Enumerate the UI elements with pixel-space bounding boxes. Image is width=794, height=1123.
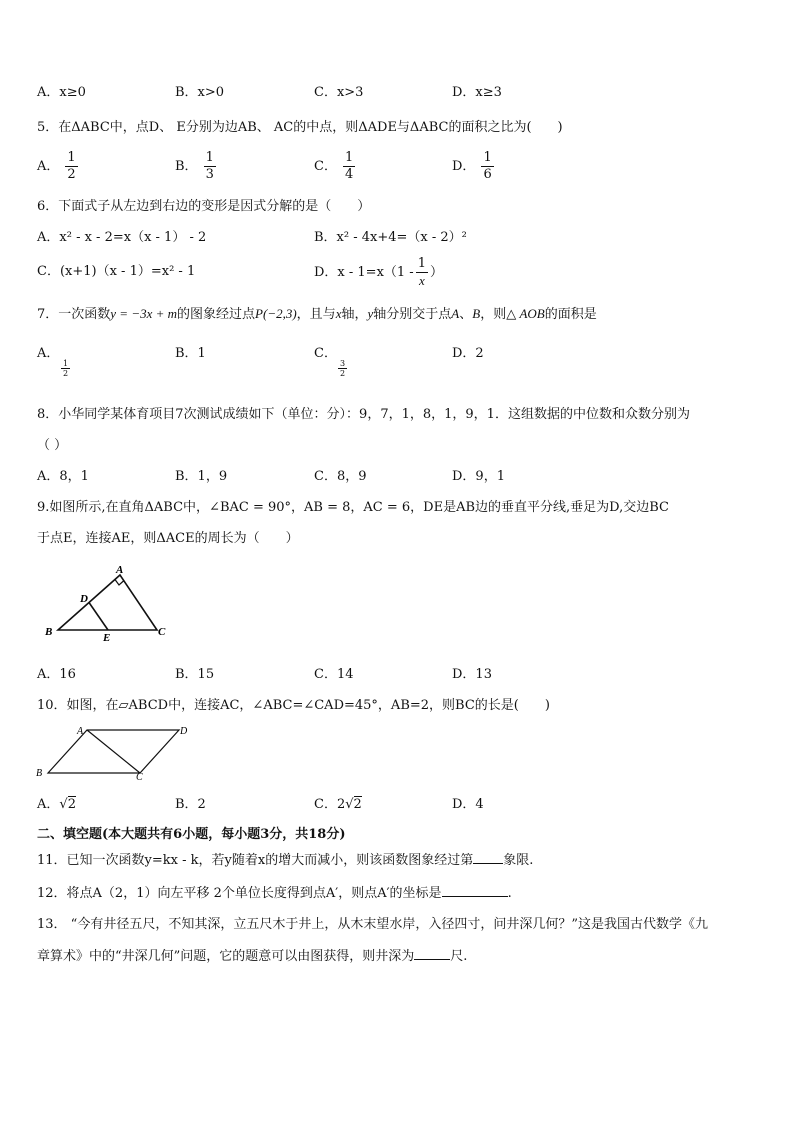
q8-option-b: B．1，9 [175, 469, 228, 484]
q9-option-b: B．15 [175, 667, 215, 682]
q5-option-d [452, 150, 494, 183]
q5-option-c [314, 150, 355, 183]
q11-answer-blank[interactable] [473, 851, 503, 864]
q7-stem-part4: 轴， [341, 307, 368, 322]
q10-option-c-sqrt: √2 [345, 797, 362, 812]
q10-c-radicand: 2 [353, 797, 362, 812]
q5-option-c-fraction [343, 150, 355, 183]
q10-figure [35, 721, 195, 781]
q13-text-after: 尺. [450, 949, 468, 964]
q6-option-b: B．x² - 4x+4=（x - 2）² [314, 230, 467, 245]
q6-d-denominator: x [418, 273, 425, 288]
q10-option-c [314, 796, 362, 814]
q7-formula: y = −3x + m [110, 306, 178, 321]
q12-answer-blank[interactable] [442, 884, 508, 897]
q6-option-d [314, 256, 443, 289]
q12-text-after: . [507, 886, 512, 901]
q4-option-d: D．x≥3 [452, 85, 502, 100]
q5-option-d-label: D． [452, 159, 476, 174]
q5-a-denominator: 2 [67, 167, 76, 182]
q10-option-b: B．2 [175, 797, 206, 812]
q12-text-before: 12．将点A（2，1）向左平移 2个单位长度得到点A′，则点A′的坐标是 [37, 886, 442, 901]
q6-stem: 6．下面式子从左边到右边的变形是因式分解的是（ ） [37, 199, 371, 214]
q10-label-d: D [180, 726, 188, 737]
q5-c-numerator: 1 [344, 150, 354, 165]
q10-label-a: A [77, 726, 84, 737]
q7-option-a-label: A． [37, 346, 60, 361]
q6-option-a: A．x² - x - 2=x（x - 1） - 2 [37, 230, 207, 245]
q6-option-c: C．(x+1)（x - 1）=x² - 1 [37, 264, 196, 279]
q7-point: P(−2,3) [255, 306, 297, 321]
q8-stem: 8．小华同学某体育项目7次测试成绩如下（单位：分）：9，7，1，8，1，9，1．这组数据的中位数和众数分别为 [37, 407, 690, 422]
q5-option-a [37, 150, 78, 183]
q4-option-a: A．x≥0 [37, 85, 86, 100]
q10-option-a-label: A． [37, 797, 60, 812]
q5-option-b-label: B． [175, 159, 198, 174]
q7-stem-part2: 的图象经过点 [177, 307, 256, 322]
q4-option-c: C．x>3 [314, 85, 364, 100]
q7-option-c-fraction [338, 359, 347, 378]
q7-stem-part7: 的面积是 [544, 307, 597, 322]
q9-label-c: C [158, 626, 166, 638]
q10-option-a [37, 796, 76, 814]
q5-c-denominator: 4 [344, 167, 354, 182]
q7-triangle: △ AOB [506, 306, 545, 321]
q11-text-after: 象限. [503, 853, 534, 868]
q11 [37, 851, 533, 870]
q10-a-radicand: 2 [67, 797, 76, 812]
q13-text-before: 章算术》中的“井深几何”问题，它的题意可以由图获得，则井深为 [37, 949, 415, 964]
q7-x-axis: x [335, 306, 342, 321]
q7-stem-part3: ，且与 [296, 307, 336, 322]
q5-b-numerator: 1 [205, 150, 214, 165]
q5-option-a-label: A． [37, 159, 60, 174]
q7-option-a-fraction [61, 359, 70, 378]
q10-option-c-label: C．2 [314, 797, 346, 812]
q10-option-a-sqrt: √2 [59, 797, 76, 812]
q9-option-d: D．13 [452, 667, 492, 682]
q9-triangle-abc [58, 575, 157, 630]
q9-segment-de [89, 603, 108, 631]
q5-b-denominator: 3 [205, 167, 214, 182]
q5-d-numerator: 1 [483, 150, 492, 165]
q9-stem-line2: 于点E，连接AE，则ΔACE的周长为（ ） [37, 531, 299, 546]
q7-option-b: B．1 [175, 346, 206, 361]
q5-stem: 5．在ΔABC中，点D、 E分别为边AB、 AC的中点，则ΔADE与ΔABC的面积之比为( ) [37, 120, 563, 135]
q7-stem [37, 305, 597, 324]
q7-stem-part6: ，则 [480, 307, 507, 322]
q4-option-b: B．x>0 [175, 85, 225, 100]
q6-option-d-fraction [416, 256, 428, 289]
q8-option-c: C．8，9 [314, 469, 367, 484]
q7-stem-part1: 7．一次函数 [37, 307, 111, 322]
q7-option-a [37, 345, 69, 378]
q8-option-a: A．8，1 [37, 469, 89, 484]
q7-c-denominator: 2 [340, 369, 346, 378]
q7-point-a: A [451, 306, 460, 321]
q7-c-numerator: 3 [340, 359, 346, 368]
q7-a-denominator: 2 [63, 369, 69, 378]
q13-answer-blank[interactable] [414, 947, 450, 960]
q5-option-d-fraction [481, 150, 493, 183]
q5-option-b-fraction [204, 150, 216, 183]
q9-stem-line1: 9.如图所示,在直角ΔABC中，∠BAC = 90°，AB = 8，AC = 6，DE是AB边的垂直平分线,垂足为D,交边BC [37, 500, 669, 515]
q9-option-a: A．16 [37, 667, 76, 682]
q9-label-e: E [103, 632, 111, 642]
q8-option-d: D．9，1 [452, 469, 505, 484]
q5-option-c-label: C． [314, 159, 337, 174]
q5-d-denominator: 6 [483, 167, 492, 182]
q7-a-numerator: 1 [63, 359, 69, 368]
q10-diagonal-ac [87, 730, 140, 773]
q7-option-c [314, 345, 346, 378]
q9-label-b: B [45, 626, 53, 638]
q10-option-d: D．4 [452, 797, 484, 812]
q7-y-axis: y [367, 306, 374, 321]
q13-line1: 13． “今有井径五尺，不知其深，立五尺木于井上，从木末望水岸，入径四寸，问井深几何？”这是我国古代数学《九 [37, 917, 708, 932]
q6-d-numerator: 1 [417, 256, 426, 271]
q13-line2 [37, 947, 467, 966]
q7-option-d: D．2 [452, 346, 484, 361]
q10-stem: 10．如图，在▱ABCD中，连接AC，∠ABC=∠CAD=45°，AB=2，则BC的长是( ) [37, 698, 550, 713]
section2-title: 二、填空题(本大题共有6小题，每小题3分，共18分) [37, 827, 346, 842]
q12 [37, 884, 512, 903]
q9-figure [40, 562, 175, 642]
q6-option-d-suffix: ） [429, 265, 443, 280]
q10-label-b: B [36, 768, 43, 779]
q5-a-numerator: 1 [67, 150, 76, 165]
q8-paren: （ ） [37, 438, 68, 453]
q7-stem-part5: 轴分别交于点 [373, 307, 452, 322]
q7-point-b: B [472, 306, 481, 321]
q9-option-c: C．14 [314, 667, 354, 682]
q11-text-before: 11．已知一次函数y=kx - k，若y随着x的增大而减小，则该函数图象经过第 [37, 853, 474, 868]
q10-label-c: C [136, 772, 143, 781]
q5-option-b [175, 150, 216, 183]
q7-option-c-label: C． [314, 346, 337, 361]
q9-label-d: D [80, 593, 88, 605]
q5-option-a-fraction [65, 150, 77, 183]
q9-label-a: A [116, 564, 124, 576]
q6-option-d-prefix: D．x - 1=x（1 - [314, 265, 414, 280]
q7-separator: 、 [459, 307, 473, 322]
